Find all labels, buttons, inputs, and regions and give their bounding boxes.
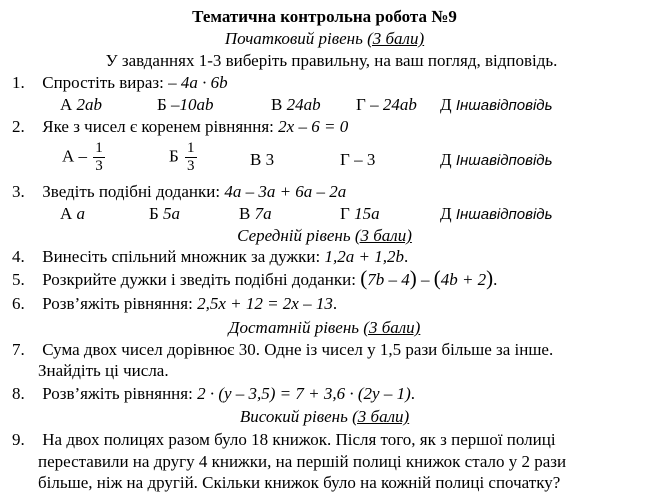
q2-option-e-value: Іншавідповідь <box>455 152 553 169</box>
question-6-expression: 2,5x + 12 = 2x – 13 <box>197 294 333 313</box>
q1-option-b[interactable] <box>157 94 214 115</box>
q3-option-c-letter: В <box>239 204 251 223</box>
q2-option-c[interactable] <box>250 149 274 170</box>
q2-option-b-fraction <box>185 140 197 175</box>
q1-option-e[interactable] <box>440 94 552 116</box>
instruction-text: У завданнях 1-3 виберіть правильну, на ваш погляд, відповідь. <box>105 51 558 70</box>
q2-option-a-letter: А <box>62 146 75 166</box>
worksheet-title: Тематична контрольна робота №9 <box>192 7 457 26</box>
q1-option-b-letter: Б <box>157 95 167 114</box>
q2-option-d-value: – 3 <box>354 150 376 169</box>
question-8-end: . <box>410 384 415 403</box>
question-3-expression: 4a – 3a + 6a – 2a <box>224 182 347 201</box>
question-1 <box>12 72 638 93</box>
question-2-number: 2. <box>12 117 25 136</box>
question-5-paren-open-1: ( <box>360 266 368 290</box>
q3-option-e[interactable] <box>440 203 552 225</box>
question-4 <box>12 246 638 267</box>
q3-option-d-letter: Г <box>340 204 350 223</box>
q2-option-b-letter: Б <box>169 146 179 166</box>
question-7-line-2: Знайдіть ці числа. <box>38 361 169 380</box>
q1-option-a-letter: А <box>60 95 73 114</box>
q2-option-a-numerator: 1 <box>95 140 103 156</box>
question-2-expression: 2x – 6 = 0 <box>278 117 349 136</box>
q2-option-b[interactable] <box>169 140 199 175</box>
level-medium-points: (3 бали) <box>354 226 412 245</box>
question-3-options <box>60 203 640 225</box>
question-5-number: 5. <box>12 270 25 289</box>
question-1-number: 1. <box>12 73 25 92</box>
question-8 <box>12 383 638 404</box>
q2-option-d[interactable] <box>340 149 375 170</box>
level-sufficient-points: (3 бали) <box>363 318 421 337</box>
question-3 <box>12 181 638 202</box>
q2-option-a-sign: – <box>78 146 88 166</box>
question-3-text: Зведіть подібні доданки: <box>42 182 221 201</box>
level-sufficient-name: Достатній рівень <box>228 318 360 337</box>
q2-option-a-fraction <box>93 140 105 175</box>
question-9-line-2: переставили на другу 4 книжки, на першій полиці книжок стало у 2 рази <box>38 452 567 471</box>
q1-option-e-value: Іншавідповідь <box>455 97 553 114</box>
q1-option-d-value: – 24ab <box>370 95 417 114</box>
q3-option-c-value: 7a <box>254 204 272 223</box>
q1-option-b-value: –10ab <box>171 95 214 114</box>
question-2-text: Яке з чисел є коренем рівняння: <box>42 117 274 136</box>
question-9 <box>12 429 638 450</box>
q2-option-b-denominator: 3 <box>187 158 195 174</box>
question-9-line-3: більше, ніж на другій. Скільки книжок було на кожній полиці спочатку? <box>38 473 561 492</box>
question-7-number: 7. <box>12 340 25 359</box>
question-1-expression: – 4a · 6b <box>168 73 228 92</box>
q1-option-e-letter: Д <box>440 95 452 114</box>
question-7-line-1: Сума двох чисел дорівнює 30. Одне із чисел у 1,5 рази більше за інше. <box>42 340 554 359</box>
question-5-part-1: 7b – 4 <box>367 270 410 289</box>
question-3-number: 3. <box>12 182 25 201</box>
question-6-number: 6. <box>12 294 25 313</box>
question-5-paren-close-1: ) <box>409 266 417 290</box>
question-4-expression: 1,2a + 1,2b <box>324 247 404 266</box>
q3-option-a[interactable] <box>60 203 85 224</box>
q1-option-c-value: 24ab <box>286 95 321 114</box>
q2-option-a[interactable] <box>62 140 107 175</box>
question-4-number: 4. <box>12 247 25 266</box>
level-sufficient-heading <box>0 317 649 338</box>
question-5 <box>12 268 638 290</box>
question-8-number: 8. <box>12 384 25 403</box>
question-4-text: Винесіть спільний множник за дужки: <box>42 247 321 266</box>
question-1-options <box>60 94 640 116</box>
q2-option-a-denominator: 3 <box>95 158 103 174</box>
question-9-number: 9. <box>12 430 25 449</box>
level-medium-name: Середній рівень <box>237 226 351 245</box>
q3-option-e-value: Іншавідповідь <box>455 206 553 223</box>
question-9-line-1: На двох полицях разом було 18 книжок. Після того, як з першої полиці <box>42 430 556 449</box>
q1-option-d[interactable] <box>356 94 417 115</box>
q2-option-d-letter: Г <box>340 150 350 169</box>
level-initial-name: Початковий рівень <box>224 29 363 48</box>
q1-option-c[interactable] <box>271 94 321 115</box>
question-7 <box>12 339 638 360</box>
question-1-text: Спростіть вираз: <box>42 73 164 92</box>
q1-option-a[interactable] <box>60 94 102 115</box>
question-5-paren-open-2: ( <box>433 266 441 290</box>
q3-option-a-value: a <box>76 204 86 223</box>
q1-option-c-letter: В <box>271 95 283 114</box>
q3-option-b-letter: Б <box>149 204 159 223</box>
level-high-heading <box>0 406 649 427</box>
question-6 <box>12 293 638 314</box>
q3-option-a-letter: А <box>60 204 73 223</box>
q1-option-a-value: 2ab <box>76 95 103 114</box>
q3-option-b-value: 5a <box>163 204 181 223</box>
q2-option-c-value: 3 <box>265 150 275 169</box>
q2-option-b-numerator: 1 <box>187 140 195 156</box>
question-2-options <box>60 140 640 180</box>
question-8-text: Розв’яжіть рівняння: <box>42 384 193 403</box>
q3-option-d-value: 15a <box>354 204 380 223</box>
q3-option-c[interactable] <box>239 203 272 224</box>
level-medium-heading <box>0 225 649 246</box>
level-initial-points: (3 бали) <box>367 29 425 48</box>
q3-option-b[interactable] <box>149 203 180 224</box>
question-2 <box>12 116 638 137</box>
question-5-text: Розкрийте дужки і зведіть подібні доданки: <box>42 270 356 289</box>
q2-option-c-letter: В <box>250 150 262 169</box>
q2-option-e[interactable] <box>440 149 552 171</box>
level-high-name: Високий рівень <box>239 407 348 426</box>
question-5-part-2: 4b + 2 <box>440 270 487 289</box>
question-5-minus: – <box>420 270 430 289</box>
level-initial-heading <box>0 28 649 49</box>
level-high-points: (3 бали) <box>352 407 410 426</box>
question-6-end: . <box>332 294 338 313</box>
q1-option-d-letter: Г <box>356 95 366 114</box>
question-6-text: Розв’яжіть рівняння: <box>42 294 193 313</box>
q3-option-d[interactable] <box>340 203 380 224</box>
question-4-end: . <box>403 247 409 266</box>
q2-option-e-letter: Д <box>440 150 452 169</box>
q3-option-e-letter: Д <box>440 204 452 223</box>
question-5-end: . <box>493 270 498 289</box>
question-5-paren-close-2: ) <box>486 266 494 290</box>
question-8-expression: 2 · (y – 3,5) = 7 + 3,6 · (2y – 1) <box>197 384 411 403</box>
